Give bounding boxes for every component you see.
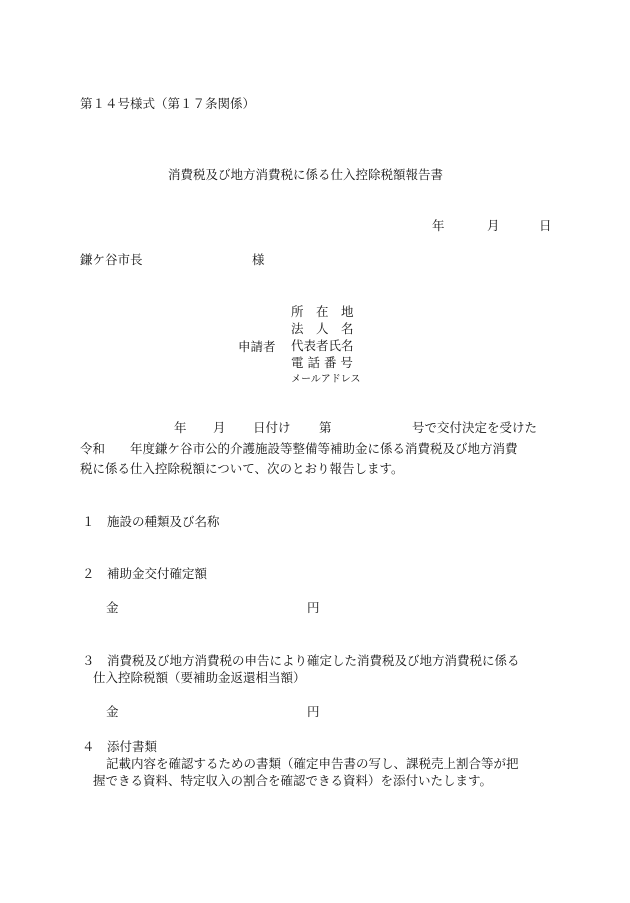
phone-label: 電 話 番 号 xyxy=(291,355,353,370)
intro-date-suffix: 日付け xyxy=(253,420,291,435)
applicant-label: 申請者 xyxy=(238,339,276,354)
email-label: メールアドレス xyxy=(291,374,361,385)
item-2-yen: 円 xyxy=(307,600,320,615)
intro-line-2: 令和 年度鎌ケ谷市公的介護施設等整備等補助金に係る消費税及び地方消費 xyxy=(80,441,518,456)
item-3-heading: ３ 消費税及び地方消費税の申告により確定した消費税及び地方消費税に係る xyxy=(82,653,520,668)
item-3-yen: 円 xyxy=(307,704,320,719)
intro-line-3: 税に係る仕入控除税額について、次のとおり報告します。 xyxy=(80,461,404,476)
intro-decision-text: 号で交付決定を受けた xyxy=(412,420,538,435)
addressee-honorific: 様 xyxy=(252,252,265,267)
intro-number-prefix: 第 xyxy=(319,420,332,435)
item-4-text-2: 握できる資料、特定収入の割合を確認できる資料）を添付いたします。 xyxy=(93,773,493,788)
item-2-heading: ２ 補助金交付確定額 xyxy=(82,566,208,581)
item-4-heading: ４ 添付書類 xyxy=(82,739,158,754)
intro-year: 年 xyxy=(174,420,187,435)
item-1-heading: １ 施設の種類及び名称 xyxy=(82,514,220,529)
item-4-text-1: 記載内容を確認するための書類（確定申告書の写し、課税売上割合等が把 xyxy=(106,756,519,771)
item-2-kin: 金 xyxy=(106,600,119,615)
address-label: 所 在 地 xyxy=(291,304,354,319)
rep-name-label: 代表者氏名 xyxy=(291,338,354,353)
item-3-kin: 金 xyxy=(106,704,119,719)
date-month-label: 月 xyxy=(487,218,500,233)
applicant-fields xyxy=(291,303,361,388)
date-year-label: 年 xyxy=(432,218,445,233)
date-day-label: 日 xyxy=(539,218,552,233)
item-3-heading-cont: 仕入控除税額（要補助金返還相当額） xyxy=(93,670,306,685)
intro-month: 月 xyxy=(213,420,226,435)
document-title: 消費税及び地方消費税に係る仕入控除税額報告書 xyxy=(168,167,444,182)
corp-name-label: 法 人 名 xyxy=(291,321,354,336)
addressee-name: 鎌ケ谷市長 xyxy=(80,252,143,267)
form-number: 第１４号様式（第１７条関係） xyxy=(80,96,256,111)
